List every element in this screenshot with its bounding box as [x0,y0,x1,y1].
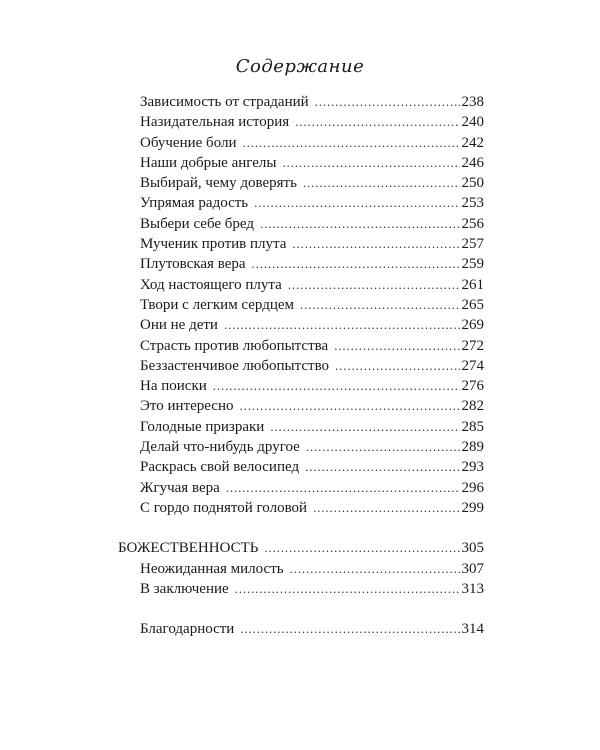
toc-entry-label: Жгучая вера [140,479,220,496]
toc-entry-page: 246 [461,154,484,171]
toc-entry-page: 299 [461,499,484,516]
toc-entry-label: Выбирай, чему доверять [140,175,297,192]
toc-entry[interactable] [118,478,484,498]
toc-entry-label: Благодарности [140,621,235,638]
toc-entry-label: Упрямая радость [140,195,249,212]
toc-entry-page: 293 [461,459,484,476]
toc-entry-page: 250 [461,175,484,192]
toc-entry[interactable] [118,214,484,234]
dot-leader [290,559,460,579]
toc-entry[interactable] [118,133,484,153]
toc-entry[interactable] [118,396,484,416]
toc-entry-label: Назидательная история [140,114,290,131]
section-spacer [118,599,484,619]
toc-entry[interactable] [118,92,484,112]
dot-leader [295,112,459,132]
toc-entry[interactable] [118,153,484,173]
toc-entry-label: Страсть против любопытства [140,337,329,354]
dot-leader [335,356,459,376]
toc-entry[interactable] [118,498,484,518]
toc-entry-label: Неожиданная милость [140,560,284,577]
dot-leader [235,579,460,599]
toc-entry-page: 256 [461,215,484,232]
toc-entry-label: В заключение [140,580,229,597]
dot-leader [334,336,459,356]
toc-entry[interactable] [118,437,484,457]
toc-entry-label: Делай что-нибудь другое [140,439,300,456]
toc-entry[interactable] [118,356,484,376]
toc-entry-page: 265 [461,296,484,313]
toc-entry[interactable] [118,336,484,356]
dot-leader [224,315,460,335]
toc-entry-page: 274 [461,357,484,374]
toc-entry-label: Наши добрые ангелы [140,154,277,171]
dot-leader [315,92,460,112]
toc-entry-page: 261 [461,276,484,293]
dot-leader [306,437,460,457]
dot-leader [213,376,460,396]
dot-leader [292,234,459,254]
toc-entry-label: Выбери себе бред [140,215,255,232]
toc-entry-page: 240 [461,114,484,131]
dot-leader [260,214,459,234]
toc-section-label: БОЖЕСТВЕННОСТЬ [118,540,259,557]
toc-entry-label: Голодные призраки [140,418,265,435]
toc-entry-label: Обучение боли [140,134,237,151]
page-title: Содержание [235,56,365,77]
toc-acknowledgements[interactable] [118,619,484,639]
dot-leader [240,619,459,639]
toc-entry-page: 242 [461,134,484,151]
toc-entry-label: Мученик против плута [140,236,287,253]
dot-leader [303,173,460,193]
toc-entry-page: 257 [461,236,484,253]
toc-entry-page: 276 [461,378,484,395]
toc-entry-page: 289 [461,439,484,456]
toc-entry-label: Они не дети [140,317,218,334]
toc-entry[interactable] [118,559,484,579]
toc-entry[interactable] [118,315,484,335]
toc-entry[interactable] [118,112,484,132]
section-spacer [118,518,484,538]
toc-entry-label: На поиски [140,378,207,395]
toc-entry-page: 313 [461,580,484,597]
toc-entry-page: 259 [461,256,484,273]
dot-leader [300,295,459,315]
dot-leader [288,275,460,295]
toc-entry[interactable] [118,376,484,396]
dot-leader [240,396,460,416]
dot-leader [252,254,460,274]
toc-entry-page: 282 [461,398,484,415]
toc-entry-page: 307 [461,560,484,577]
dot-leader [305,457,459,477]
dot-leader [313,498,459,518]
toc-entry[interactable] [118,254,484,274]
toc-entry-page: 238 [461,94,484,110]
toc-section-heading[interactable] [118,538,484,558]
toc-entry[interactable] [118,417,484,437]
table-of-contents [118,92,484,639]
toc-entry-label: Раскрась свой велосипед [140,459,300,476]
toc-entry-page: 285 [461,418,484,435]
dot-leader [264,538,459,558]
toc-entry[interactable] [118,275,484,295]
toc-entry-label: Твори с легким сердцем [140,296,295,313]
toc-entry-page: 269 [461,317,484,334]
toc-entry[interactable] [118,173,484,193]
toc-entry-label: Плутовская вера [140,256,246,273]
dot-leader [270,417,459,437]
toc-entry-label: Беззастенчивое любопытство [140,357,330,374]
toc-entry[interactable] [118,234,484,254]
toc-entry-page: 272 [461,337,484,354]
toc-entry-page: 314 [461,621,484,638]
dot-leader [282,153,459,173]
toc-section-page: 305 [461,540,484,557]
toc-entry-label: С гордо поднятой головой [140,499,308,516]
toc-entry-label: Ход настоящего плута [140,276,282,293]
toc-entry-label: Зависимость от страданий [140,94,309,110]
toc-entry-page: 296 [461,479,484,496]
dot-leader [254,193,459,213]
toc-entry-page: 253 [461,195,484,212]
toc-entry[interactable] [118,579,484,599]
toc-entry[interactable] [118,295,484,315]
toc-entry[interactable] [118,193,484,213]
toc-entry-label: Это интересно [140,398,234,415]
dot-leader [226,478,460,498]
dot-leader [243,133,460,153]
toc-entry[interactable] [118,457,484,477]
